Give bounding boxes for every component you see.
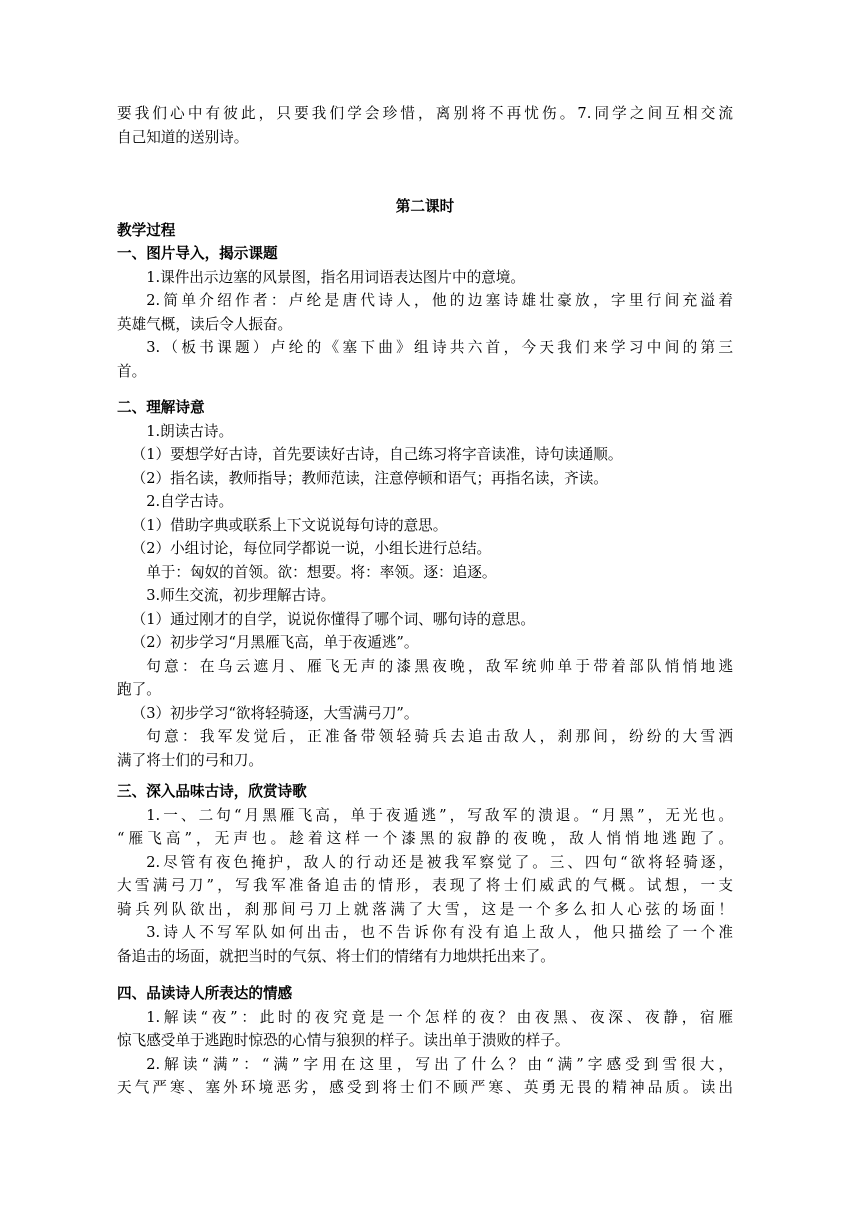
section-2 [117, 396, 733, 772]
paragraph-line: 单于：匈奴的首领。欲：想要。将：率领。逐：追逐。 [146, 563, 497, 581]
paragraph-line: 1.课件出示边塞的风景图，指名用词语表达图片中的意境。 [146, 268, 525, 286]
paragraph-line: （3）初步学习“欲将轻骑逐，大雪满弓刀”。 [131, 704, 419, 722]
paragraph-line: 满了将士们的弓和刀。 [117, 751, 263, 769]
paragraph-line: （1）要想学好古诗，首先要读好古诗，自己练习将字音读准，诗句读通顺。 [131, 446, 623, 463]
paragraph-line: 惊飞感受单于逃跑时惊恐的心情与狼狈的样子。读出单于溃败的样子。 [117, 1032, 570, 1049]
section-4-heading: 四、品读诗人所表达的情感 [117, 985, 293, 1002]
paragraph-line: （1）借助字典或联系上下文说说每句诗的意思。 [131, 516, 448, 534]
paragraph-line: 大雪满弓刀”，写我军准备追击的情形，表现了将士们威武的气概。试想，一支 [117, 877, 733, 894]
paragraph-line: （1）通过刚才的自学，说说你懂得了哪个词、哪句诗的意思。 [131, 610, 535, 628]
paragraph-line: 3.（板书课题）卢纶的《塞下曲》组诗共六首，今天我们来学习中间的第三 [146, 339, 733, 356]
paragraph-line: 备追击的场面，就把当时的气氛、将士们的情绪有力地烘托出来了。 [117, 947, 555, 965]
lesson-block [117, 195, 733, 383]
process-heading: 教学过程 [117, 221, 176, 239]
paragraph-line: 1.朗读古诗。 [146, 422, 234, 440]
paragraph-line: （2）小组讨论，每位同学都说一说，小组长进行总结。 [131, 540, 492, 557]
paragraph-line: 骑兵列队欲出，刹那间弓刀上就落满了大雪，这是一个多么扣人心弦的场面！ [117, 900, 733, 918]
top-paragraph [117, 102, 733, 149]
paragraph-line: 2.简单介绍作者：卢纶是唐代诗人，他的边塞诗雄壮豪放，字里行间充溢着 [146, 292, 733, 309]
paragraph-line: 3.师生交流，初步理解古诗。 [146, 587, 336, 604]
paragraph-line: 首。 [117, 362, 147, 380]
paragraph-line: （2）初步学习“月黑雁飞高，单于夜遁逃”。 [131, 634, 419, 651]
text-line: 自己知道的送别诗。 [117, 128, 249, 146]
paragraph-line: 2.尽管有夜色掩护，敌人的行动还是被我军察觉了。三、四句“欲将轻骑逐， [146, 853, 733, 871]
paragraph-line: 2.解读“满”：“满”字用在这里，写出了什么？由“满”字感受到雪很大， [146, 1055, 733, 1073]
paragraph-line: 1.一、二句“月黑雁飞高，单于夜遁逃”，写敌军的溃退。“月黑”，无光也。 [146, 806, 733, 824]
paragraph-line: 句意：我军发觉后，正准备带领轻骑兵去追击敌人，刹那间，纷纷的大雪洒 [146, 728, 733, 745]
section-4 [117, 982, 733, 1100]
section-3 [117, 780, 733, 968]
paragraph-line: 2.自学古诗。 [146, 493, 234, 510]
paragraph-line: 1.解读“夜”：此时的夜究竟是一个怎样的夜？由夜黑、夜深、夜静，宿雁 [146, 1008, 733, 1026]
text-line: 要我们心中有彼此，只要我们学会珍惜，离别将不再忧伤。7.同学之间互相交流 [117, 105, 733, 122]
paragraph-line: 跑了。 [117, 681, 161, 698]
paragraph-line: （2）指名读，教师指导；教师范读，注意停顿和语气；再指名读，齐读。 [131, 469, 608, 487]
paragraph-line: 天气严寒、塞外环境恶劣，感受到将士们不顾严寒、英勇无畏的精神品质。读出 [117, 1079, 733, 1096]
paragraph-line: 3.诗人不写军队如何出击，也不告诉你有没有追上敌人，他只描绘了一个准 [146, 924, 733, 941]
lesson-title: 第二课时 [395, 198, 455, 215]
section-2-heading: 二、理解诗意 [117, 399, 205, 416]
paragraph-line: “雁飞高”，无声也。趁着这样一个漆黑的寂静的夜晚，敌人悄悄地逃跑了。 [117, 830, 733, 847]
section-3-heading: 三、深入品味古诗，欣赏诗歌 [117, 783, 307, 800]
paragraph-line: 句意：在乌云遮月、雁飞无声的漆黑夜晚，敌军统帅单于带着部队悄悄地逃 [146, 657, 733, 675]
paragraph-line: 英雄气概，读后令人振奋。 [117, 315, 293, 333]
section-1-heading: 一、图片导入，揭示课题 [117, 245, 278, 262]
